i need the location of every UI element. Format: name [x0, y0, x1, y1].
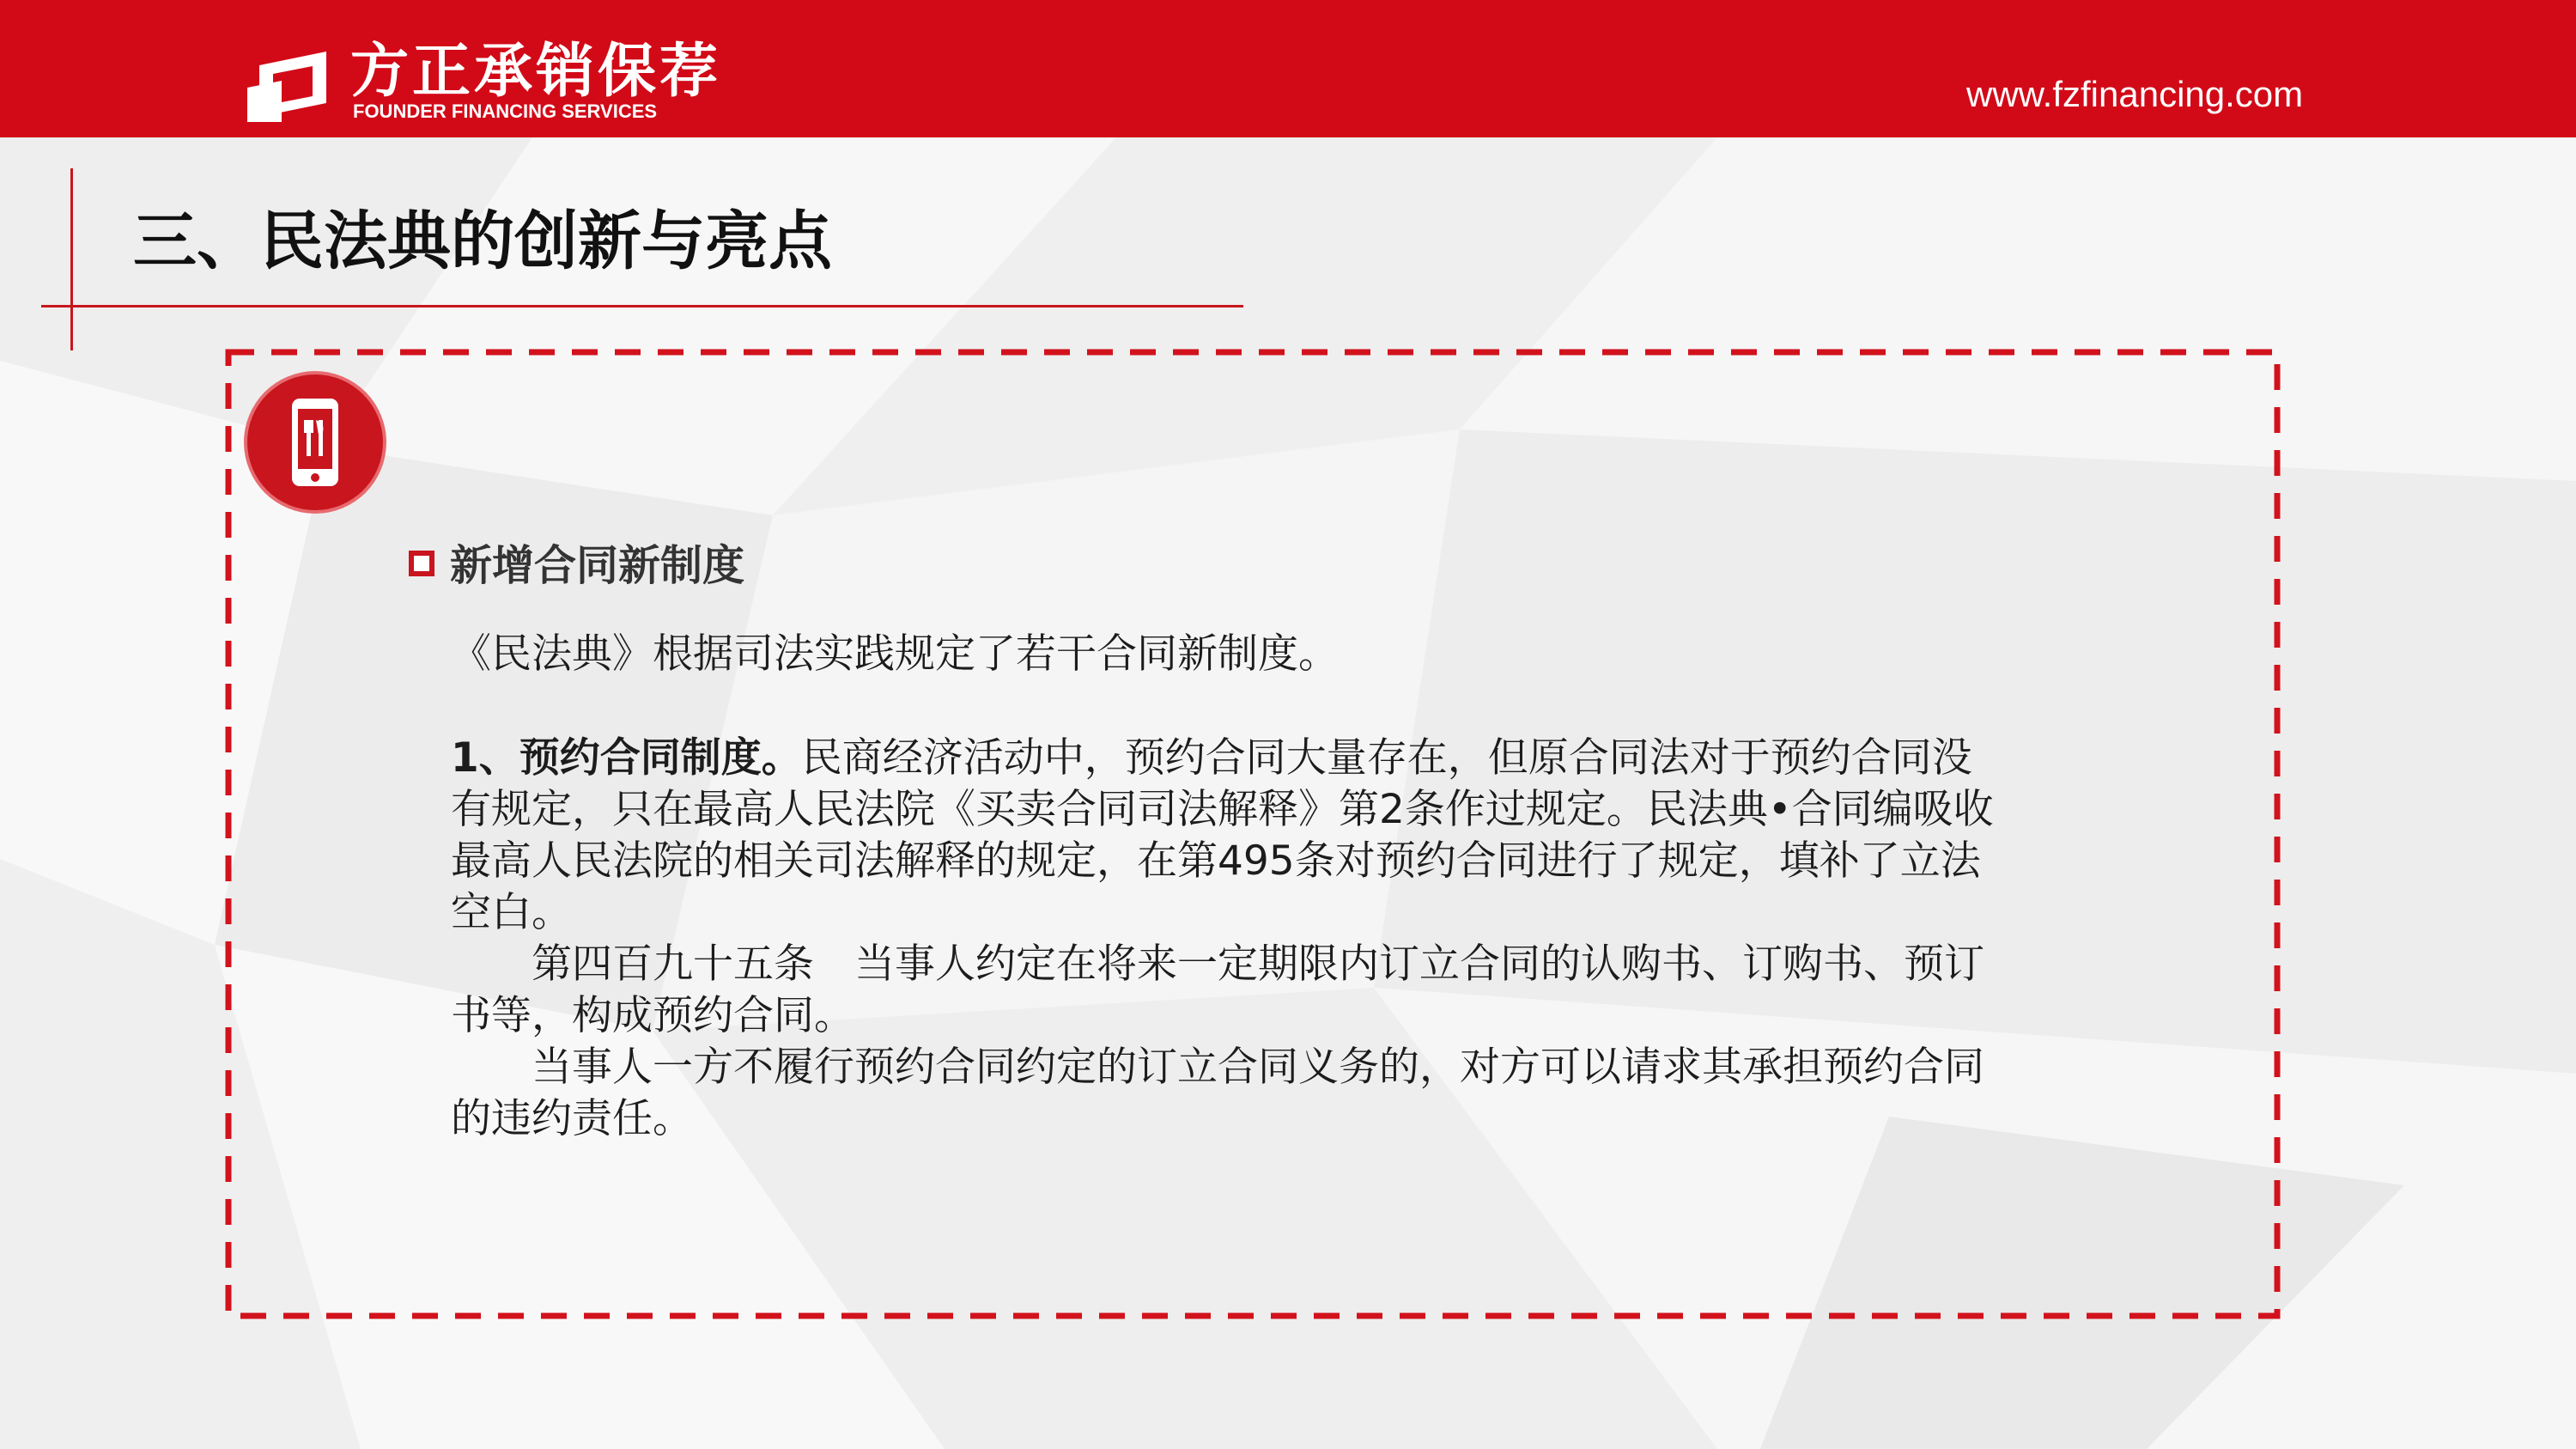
- square-checkbox-icon: [409, 551, 434, 576]
- logo-english-text: FOUNDER FINANCING SERVICES: [353, 100, 658, 122]
- paragraph-line-4: 空白。: [451, 889, 572, 936]
- paragraph-line-2: 有规定，只在最高人民法院《买卖合同司法解释》第2条作过规定。民法典•合同编吸收: [451, 786, 1994, 833]
- item1-lead: 1、预约合同制度。: [451, 734, 802, 782]
- website-url[interactable]: www.fzfinancing.com: [1966, 74, 2304, 114]
- founder-logo-icon: [247, 50, 337, 122]
- badge-circle: [247, 374, 383, 510]
- intro-text: 《民法典》根据司法实践规定了若干合同新制度。: [451, 630, 1339, 678]
- paragraph-line-7: 当事人一方不履行预约合同约定的订立合同义务的，对方可以请求其承担预约合同: [451, 1044, 1984, 1091]
- paragraph-line-5: 第四百九十五条 当事人约定在将来一定期限内订立合同的认购书、订购书、预订: [451, 941, 1984, 988]
- section-heading: 新增合同新制度: [450, 541, 745, 590]
- title-horizontal-rule: [41, 305, 1243, 307]
- paragraph-line-1: [451, 733, 2117, 784]
- header-bar: [0, 0, 2576, 137]
- logo-chinese-text: 方正承销保荐: [350, 38, 722, 106]
- paragraph-line-3: 最高人民法院的相关司法解释的规定，在第495条对预约合同进行了规定，填补了立法: [451, 837, 1981, 885]
- paragraph-line-8: 的违约责任。: [451, 1095, 693, 1142]
- paragraph-line-6: 书等，构成预约合同。: [451, 992, 854, 1039]
- page-title: 三、民法典的创新与亮点: [133, 204, 832, 278]
- item1-text: 民商经济活动中，预约合同大量存在，但原合同法对于预约合同没: [801, 734, 1972, 782]
- smartphone-icon: [247, 374, 383, 510]
- title-vertical-rule: [70, 168, 73, 350]
